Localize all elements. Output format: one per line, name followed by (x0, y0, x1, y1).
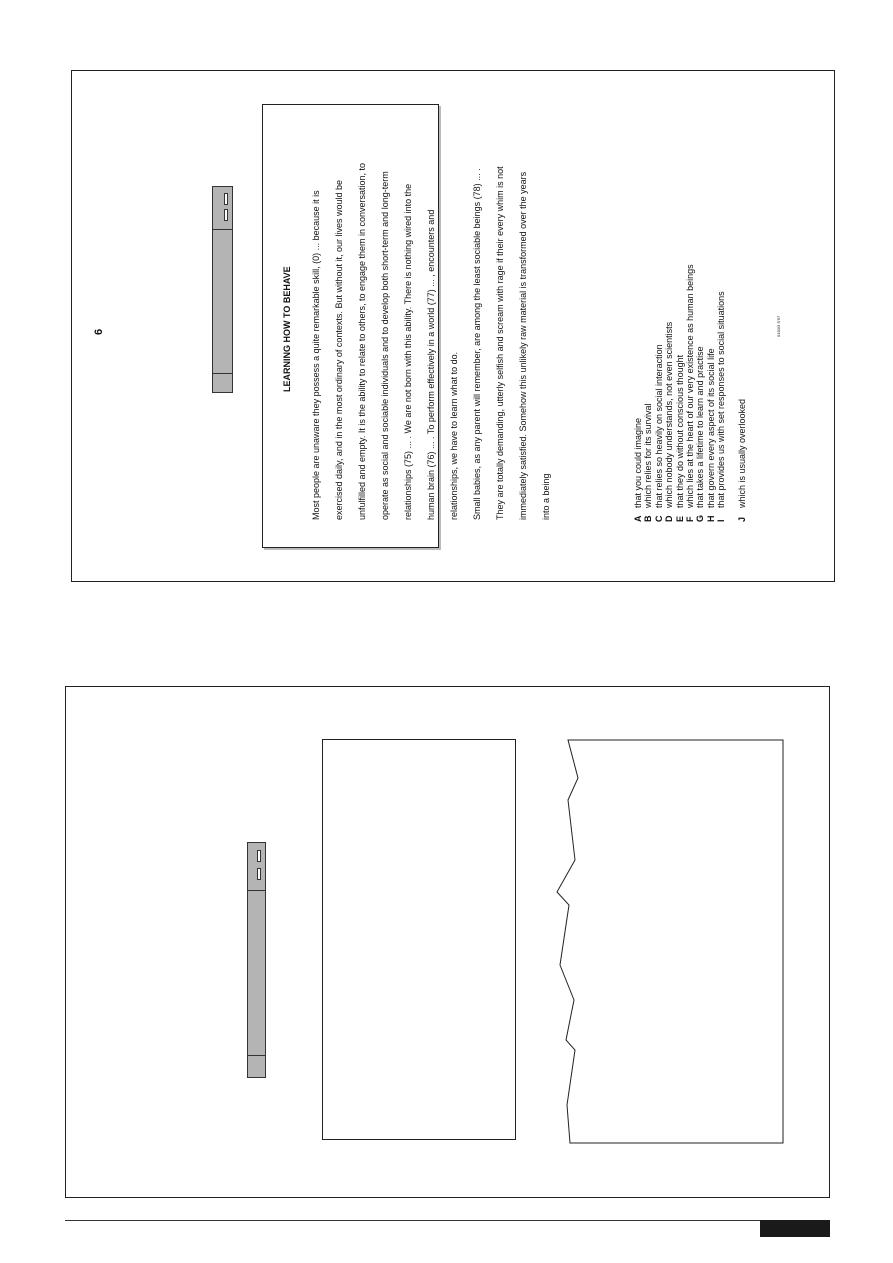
article-line: unfulfilled and empty. It is the ability to relate to others, to engage them in conversation, to (357, 162, 367, 520)
article-line: relationships, we have to learn what to do. (449, 351, 459, 520)
option-letter: A (633, 515, 643, 522)
page-number: 6 (93, 328, 105, 335)
article-line: Small babies, as any parent will remember, are among the least sociable beings (78) ... . (472, 168, 482, 520)
option-text: that provides us with set responses to social situations (716, 291, 727, 508)
paper-code: 0150/3 S'97 (776, 315, 781, 337)
option-text: which relies for its survival (643, 403, 654, 508)
article-line: Most people are unaware they possess a quite remarkable skill, (0) ... because it is (311, 190, 321, 520)
option-text: that takes a lifetime to learn and practise (695, 346, 706, 508)
torn-paper-outline (557, 740, 783, 1143)
option-text: that relies so heavily on social interaction (653, 344, 664, 508)
option-letter: C (653, 515, 664, 522)
article-line: operate as social and sociable individuals and to develop both short-term and long-term (380, 171, 390, 520)
option-letter: E (674, 515, 685, 522)
option-letter: G (695, 514, 706, 522)
article-line: human brain (76) ... . To perform effectively in a world (77) ... , encounters and (426, 209, 436, 520)
article-line: immediately satisfied. Somehow this unlikely raw material is transformed over the years (518, 171, 528, 520)
option-letter: B (643, 515, 654, 522)
option-text: that govern every aspect of its social life (705, 348, 716, 508)
option-text: which lies at the heart of our very existence as human beings (684, 264, 695, 508)
footer-rule (65, 1220, 830, 1221)
article-line: relationships (75) ... . We are not born with this ability. There is nothing wired into the (403, 183, 413, 520)
option-text: which is usually overlooked (736, 398, 747, 508)
footer-tab (760, 1220, 830, 1237)
option-letter: J (736, 516, 747, 522)
article-line: into a being (541, 473, 551, 520)
option-letter: I (716, 519, 727, 522)
option-text: that they do without conscious thought (674, 354, 685, 508)
article-line: exercised daily, and in the most ordinary of contexts. But without it, our lives would be (334, 179, 344, 520)
option-letter: H (705, 515, 716, 522)
option-text: which nobody understands, not even scientists (664, 321, 675, 508)
option-letter: F (684, 516, 695, 522)
option-text: that you could imagine (633, 417, 643, 508)
option-letter: D (664, 515, 675, 522)
article-title: LEARNING HOW TO BEHAVE (282, 266, 292, 392)
article-line: They are totally demanding, utterly selfish and scream with rage if their every whim is not (495, 166, 505, 520)
